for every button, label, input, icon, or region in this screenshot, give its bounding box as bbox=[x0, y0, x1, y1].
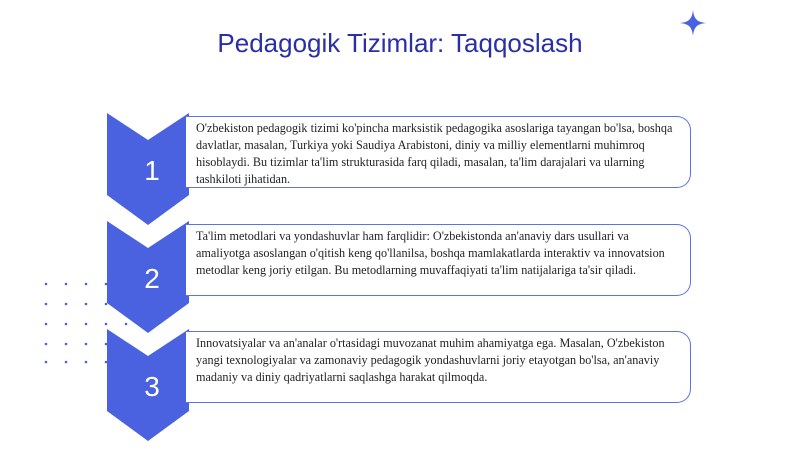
step-text-2: Ta'lim metodlari va yondashuvlar ham farqlidir: O'zbekistonda an'anaviy dars usullari va amaliyotga asoslangan o'qitish keng qo'llanilsa, boshqa mamlakatlarda interaktiv va innovatsion metodlar keng joriy etilgan. Bu metodlarning muvaffaqiyati ta'lim natijalariga ta'sir qiladi. bbox=[196, 229, 665, 277]
text-box-3 bbox=[186, 331, 691, 403]
text-box-2 bbox=[186, 224, 691, 296]
page-title: Pedagogik Tizimlar: Taqqoslash bbox=[217, 28, 583, 58]
step-number-1: 1 bbox=[144, 155, 160, 186]
step-text-1: O'zbekiston pedagogik tizimi ko'pincha marksistik pedagogika asoslariga tayangan bo'lsa, boshqa davlatlar, masalan, Turkiya yoki Saudiya Arabistoni, diniy va milliy elementlarni muhimroq hisoblaydi. Bu tizimlar ta'lim strukturasida farq qiladi, masalan, ta'lim darajalari va ularning tashkiloti jihatidan. bbox=[196, 121, 673, 186]
text-box-1 bbox=[186, 116, 691, 188]
step-text-3: Innovatsiyalar va an'analar o'rtasidagi muvozanat muhim ahamiyatga ega. Masalan, O'zbekiston yangi texnologiyalar va zamonaviy pedagogik yondashuvlarni joriy etayotgan bo'lsa, an'anaviy madaniy va diniy qadriyatlarni saqlashga harakat qilmoqda. bbox=[196, 336, 665, 384]
step-number-2: 2 bbox=[144, 263, 160, 294]
step-number-3: 3 bbox=[144, 371, 160, 402]
